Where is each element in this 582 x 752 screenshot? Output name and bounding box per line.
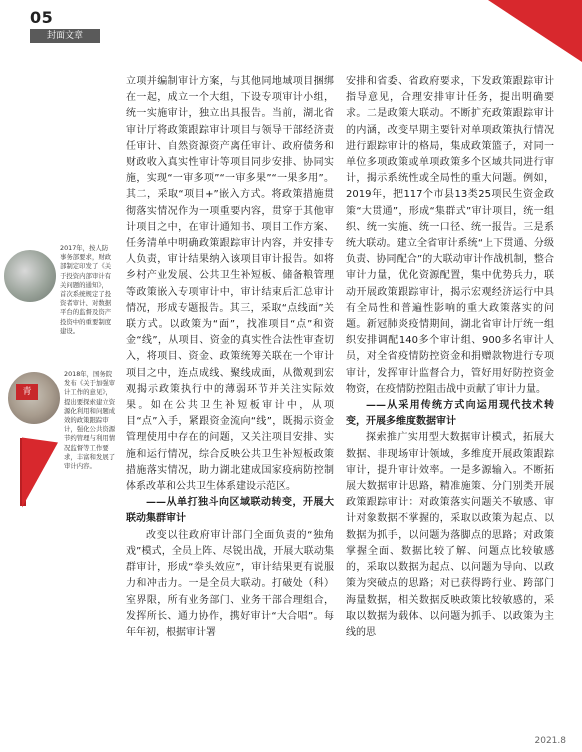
- section-label: 封面文章: [30, 29, 100, 43]
- photo-sign: 青: [16, 384, 38, 400]
- issue-date: 2021.8: [534, 736, 566, 746]
- side-note-1-text: 2017年，按人防事务部要求，财政部制定印发了《关于投资内部审计有关问题的通知》，首次系统规定了投资者审计、对数据平台的监督及资产投资中的重要制度建设。: [60, 244, 112, 335]
- decorative-triangle: [22, 437, 58, 512]
- paragraph: 立项并编制审计方案，与其他同地域项目捆绑在一起，成立一个大组，下设专项审计小组，统一实施审计，独立出具报告。当前，湖北省审计厅将政策跟踪审计项目与领导干部经济责任审计、自然资源资产离任审计、政府债务和财政收入真实性审计等项目同步安排、协同实施，实现“一审多项”“一审多果”“一果多用”。其二，采取“项目+”嵌入方式。将政策措施贯彻落实情况作为一项重要内容，贯穿于其他审计项目之中，在审计通知书、项目工作方案、任务清单中明确政策跟踪审计内容，并安排专人负责，审计结果纳入该项目审计报告。如将乡村产业发展、公共卫生补短板、储备粮管理等政策嵌入专项审计中，审计结束后汇总审计情况，形成专题报告。其三，采取“点线面”关联方式。以政策为“面”，找准项目“点”和资金“线”，从项目、资金的真实性合法性审查切入，将项目、资金、政策统筹关联在一个审计项目之中，连点成线、聚线成面，从微观到宏观揭示政策执行中的薄弱环节并关注实际效果。如在公共卫生补短板审计中，从项目“点”入手，紧跟资金流向“线”，既揭示资金管理使用中存在的问题，又关注项目安排、实施和运行情况，综合反映公共卫生补短板政策措施落实情况，助力湖北建成国家疫病防控制体系改革和公共卫生体系建设示范区。: [126, 76, 334, 493]
- side-note-1: [6, 244, 112, 336]
- subheading: ——从采用传统方式向运用现代技术转变，开展多维度数据审计: [346, 400, 554, 428]
- side-note-2-text: 2018年，国务院发布《关于加强审计工作的意见》，提出要探索建立资源化利用和问题成效的政策跟踪审计，强化公共资源节约管理与利用情况监督等工作要求，丰富和发展了审计内容。: [64, 370, 116, 471]
- paragraph: 探索推广实用型大数据审计模式，拓展大数据、非现场审计领域，多维度开展政策跟踪审计，提升审计效率。一是多源输入。不断拓展大数据审计思路，精准施策、分门别类开展政策跟踪审计：对政策落实问题关不敏感、审计对象数据不掌握的，采取以政策为起点、以数据为抓手，以问题为落脚点的思路；对政策掌握全面、数据比较了解、问题点比较敏感的，采取以数据为起点、以问题为导向、以政策为突破点的思路；对已获得跨行业、跨部门海量数据，相关数据反映政策比较敏感的，采取以数据为载体、以问题为抓手、以政策为主线的思: [346, 432, 554, 638]
- paragraph: 安排和省委、省政府要求，下发政策跟踪审计指导意见，合理安排审计任务，提出明确要求。二是政策大联动。不断扩充政策跟踪审计的内涵，改变早期主要针对单项政策执行情况进行跟踪审计的格局，集成政策篮子，对同一单位多项政策或单项政策多个区域共同进行审计，揭示系统性或全局性的重大问题。例如，2019年，把117个市县13类25项民生资金政策“大贯通”，形成“集群式”审计项目，统一组织、统一实施、统一口径、统一报告。三是系统大联动。建立全省审计系统“上下贯通、分级负责、协同配合”的大联动审计作战机制，整合审计力量，优化资源配置，集中优势兵力，联动开展政策跟踪审计，揭示宏观经济运行中具有全局性和普遍性影响的重大政策落实的问题。新冠肺炎疫情期间，湖北省审计厅统一组织安排调配140多个审计组、900多名审计人员，对全省疫情防控资金和捐赠款物进行专项审计，发挥审计监督合力，管好用好防控资金物资，在疫情防控阻击战中贡献了审计力量。: [346, 76, 554, 395]
- article-column-right: [346, 74, 554, 722]
- paragraph: 改变以往政府审计部门全面负责的“独角戏”模式，全员上阵、尽锐出战，开展大联动集群审计，形成“拳头效应”，审计结果更有说服力和冲击力。一是全员大联动。打破处（科）室界限，所有业务部门、业务干部合理组合，发挥所长、通力协作，携好审计“大合唱”。每年年初，根据审计署: [126, 529, 334, 638]
- subheading: ——从单打独斗向区域联动转变，开展大联动集群审计: [126, 497, 334, 525]
- article-column-left: [126, 74, 334, 722]
- corner-decoration: [488, 0, 582, 62]
- page-number: 05: [30, 8, 54, 27]
